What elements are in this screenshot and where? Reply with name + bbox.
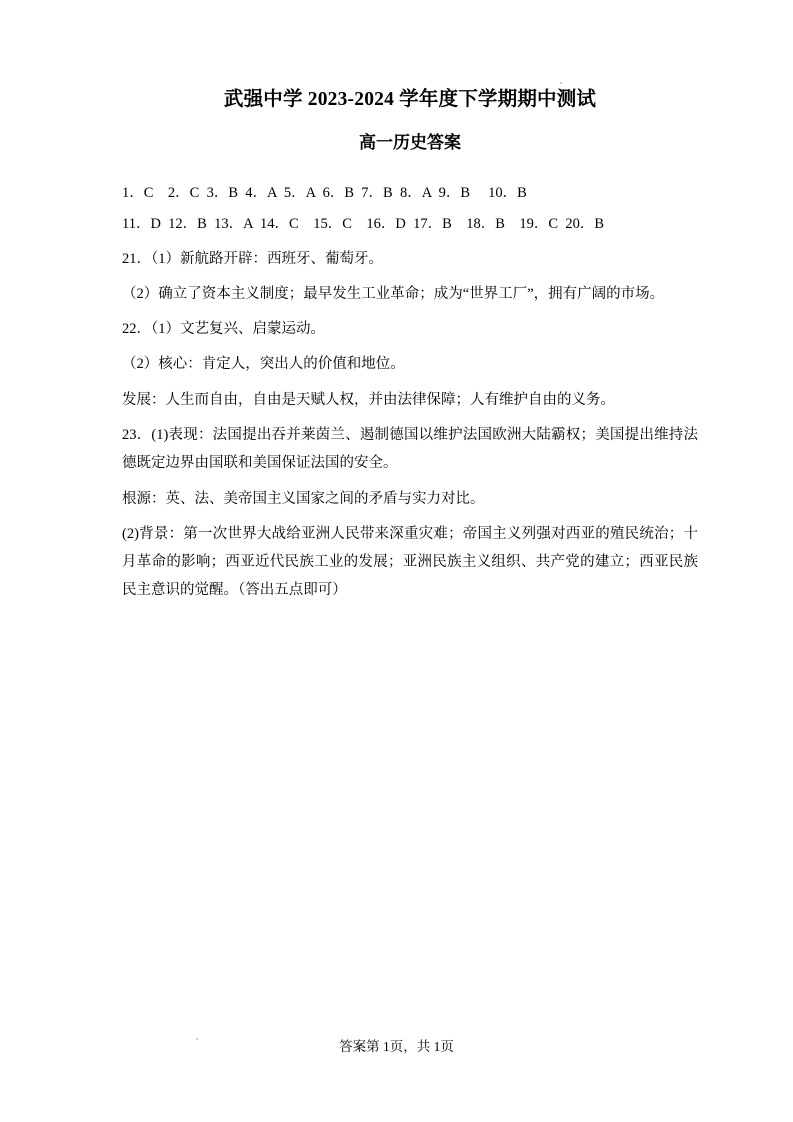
page-subtitle: 高一历史答案 bbox=[359, 133, 461, 153]
answer-paragraph: 21．（1）新航路开辟：西班牙、葡萄牙。 bbox=[122, 250, 383, 267]
objective-answer-row: 1．C 2．C 3．B 4．A 5．A 6．B 7．B 8．A 9．B 10．B bbox=[122, 184, 527, 201]
objective-answers bbox=[122, 182, 698, 236]
answer-paragraph: （2）核心：肯定人，突出人的价值和地位。 bbox=[122, 356, 405, 373]
answer-paragraph: 根源：英、法、美帝国主义国家之间的矛盾与实力对比。 bbox=[122, 490, 485, 507]
answer-paragraph: 23．(1)表现：法国提出吞并莱茵兰、遏制德国以维护法国欧洲大陆霸权；美国提出维持法德既定边界由国联和美国保证法国的安全。 bbox=[122, 427, 698, 472]
page-title: 武强中学 2023-2024 学年度下学期期中测试 bbox=[223, 89, 597, 110]
page-mark-dot bbox=[560, 82, 562, 84]
answer-paragraph: （2）确立了资本主义制度；最早发生工业革命；成为“世界工厂”，拥有广阔的市场。 bbox=[122, 285, 665, 302]
essay-answers bbox=[122, 245, 698, 605]
page-footer: 答案第 1页，共 1页 bbox=[339, 1039, 454, 1054]
answer-paragraph: (2)背景：第一次世界大战给亚洲人民带来深重灾难；帝国主义列强对西亚的殖民统治；十月革命的影响；西亚近代民族工业的发展；亚洲民族主义组织、共产党的建立；西亚民族民主意识的觉醒。（答出五点即可） bbox=[122, 525, 698, 599]
objective-answer-row: 11．D 12．B 13．A 14．C 15．C 16．D 17．B 18．B 19．C 20．B bbox=[122, 216, 605, 233]
answer-paragraph: 发展：人生而自由，自由是天赋人权，并由法律保障；人有维护自由的义务。 bbox=[122, 391, 615, 408]
answer-paragraph: 22．（1）文艺复兴、启蒙运动。 bbox=[122, 321, 325, 338]
